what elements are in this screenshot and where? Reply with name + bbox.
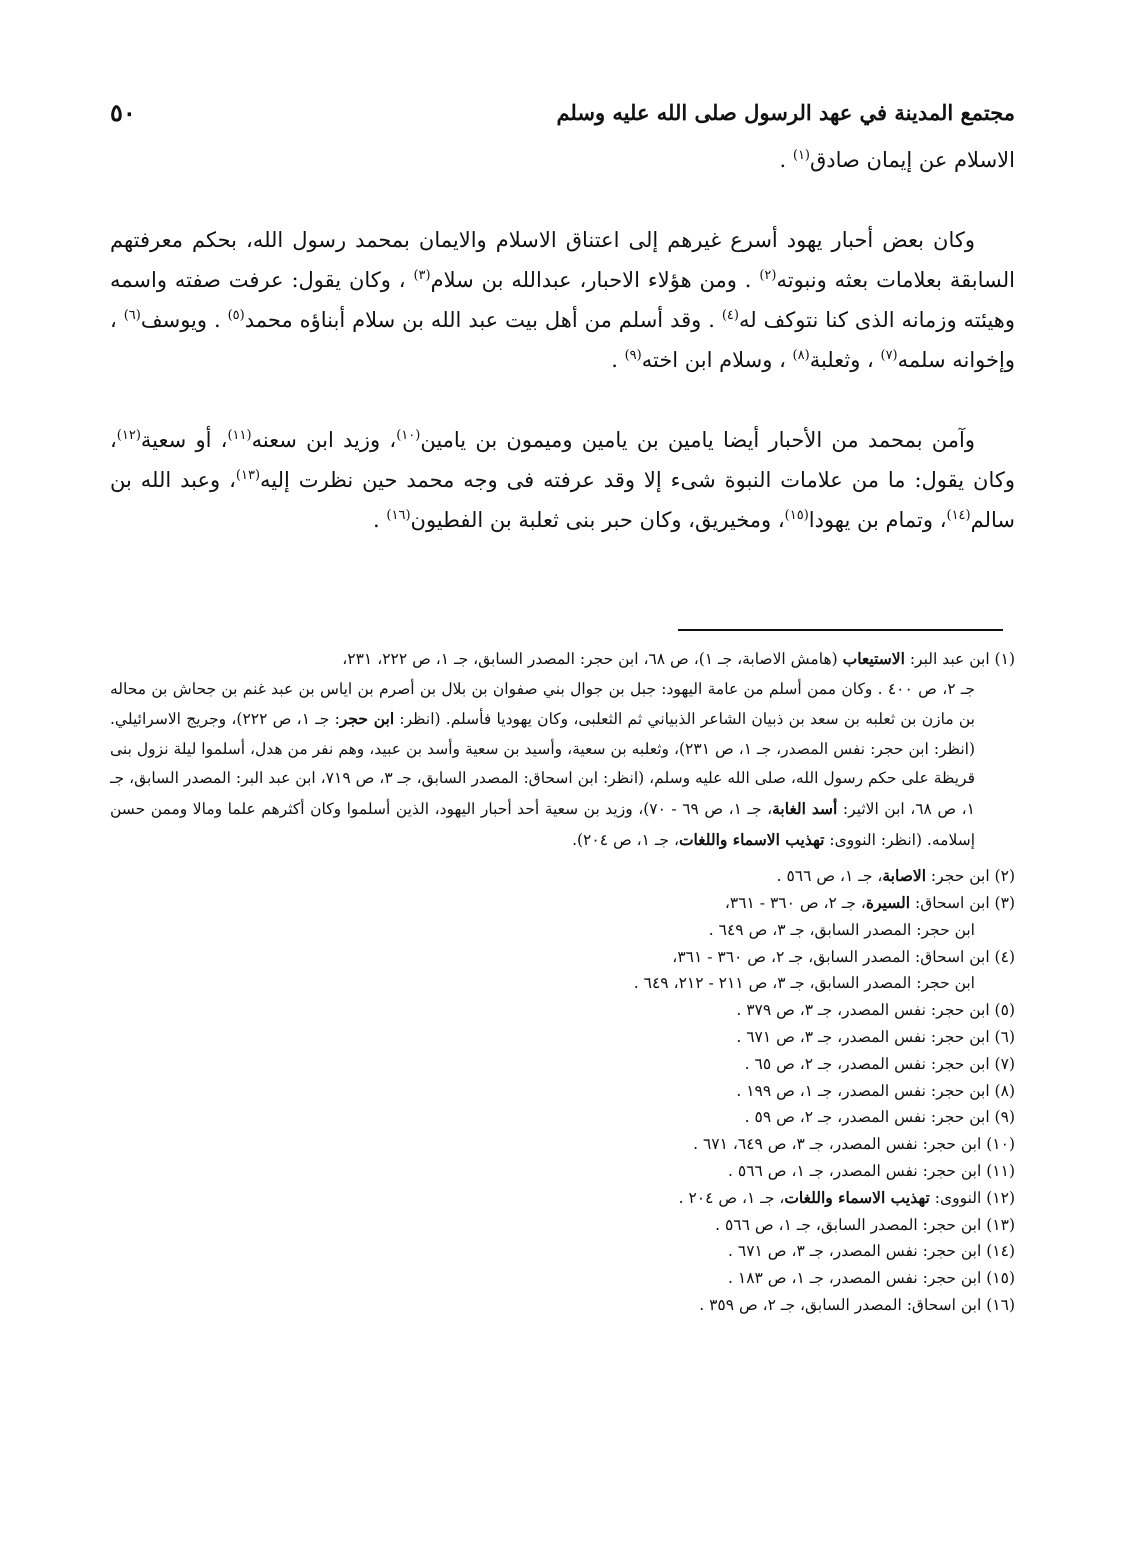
footnote-item: (١١) ابن حجر: نفس المصدر، جـ ١، ص ٥٦٦ . — [728, 1161, 1015, 1180]
footnote-item: (١٥) ابن حجر: نفس المصدر، جـ ١، ص ١٨٣ . — [728, 1269, 1015, 1288]
footnote-ref: (٤) — [721, 308, 739, 323]
footnotes-section — [110, 644, 1015, 1319]
page-header — [110, 96, 1015, 136]
footnote-1: (١) ابن عبد البر: الاستيعاب (هامش الاصابة، جـ ١)، ص ٦٨، ابن حجر: المصدر السابق، جـ ١، ص ٢٢٢، ٢٣١، جـ ٢، ص ٤٠٠ . وكان ممن أسلم من عامة اليهود: جبل بن جوال بني صفوان بن بلال بن أصرم بن اياس بن عبد غنم بن جحاش بن محاله بن مازن بن ثعلبه بن سعد بن ذبيان الشاعر الذبياني ثم الثعلبى، وكان يهوديا فأسلم. (انظر: ابن حجر: جـ ١، ص ٢٢٢)، وجريج الاسرائيلي. (انظر: ابن حجر: نفس المصدر، جـ ١، ص ٢٣١)، وثعلبه بن سعية، وأسيد بن سعية وأسد بن عبيد، وهم نفر من هدل، أسلموا ليلة نزول بنى قريظة على حكم رسول الله، صلى الله عليه وسلم، (انظر: ابن اسحاق: المصدر السابق، جـ ٣، ص ٧١٩، ابن عبد البر: المصدر السابق، جـ ١، ص ٦٨، ابن الاثير: أسد الغابة، جـ ١، ص ٦٩ - ٧٠)، وزيد بن سعية أحد أحبار اليهود، الذين أسلموا وكان أكثرهم علما ومالا وممن حسن إسلامه. (انظر: النووى: تهذيب الاسماء واللغات، جـ ١، ص ٢٠٤). — [110, 649, 1015, 849]
footnote-ref: (١٦) — [386, 508, 411, 523]
paragraph-1: وكان بعض أحبار يهود أسرع غيرهم إلى اعتناق الاسلام والايمان بمحمد رسول الله، بحكم معرفتهم السابقة بعلامات بعثه ونبوته$^{(٢)}$ . ومن هؤلاء الاحبار، عبدالله بن سلام$^{(٣)}$ ، وكان يقول: عرفت صفته واسمه وهيئته وزمانه الذى كنا نتوكف له$^{(٤)}$ . وقد أسلم من أهل بيت عبد الله بن سلام أبناؤه محمد$^{(٥)}$ . ويوسف$^{(٦)}$ ، وإخوانه سلمه$^{(٧)}$ ، وثعلبة$^{(٨)}$ ، وسلام ابن اخته$^{(٩)}$ . — [110, 228, 1016, 372]
footnote-ref: (٩) — [624, 348, 642, 363]
footnote-ref: (٢) — [759, 268, 777, 283]
footnote-item: (١٦) ابن اسحاق: المصدر السابق، جـ ٢، ص ٣٥٩ . — [699, 1295, 1015, 1314]
footnote-ref: (٣) — [413, 268, 431, 283]
footnote-item: (١٠) ابن حجر: نفس المصدر، جـ ٣، ص ٦٤٩، ٦٧١ . — [693, 1135, 1015, 1154]
footnote-ref: (١١) — [227, 428, 252, 443]
footnote-ref: (٨) — [792, 348, 810, 363]
footnote-item: (٩) ابن حجر: نفس المصدر، جـ ٢، ص ٥٩ . — [744, 1108, 1015, 1127]
footnote-ref: (٥) — [227, 308, 245, 323]
footnote-item: (١٢) النووى: تهذيب الاسماء واللغات، جـ ١، ص ٢٠٤ . — [678, 1187, 1015, 1207]
footnote-ref: (٧) — [880, 348, 898, 363]
footnote-ref: (١٢) — [116, 428, 141, 443]
footnote-item: (١٣) ابن حجر: المصدر السابق، جـ ١، ص ٥٦٦ . — [715, 1215, 1015, 1234]
footnote-item: ابن حجر: المصدر السابق، جـ ٣، ص ٢١١ - ٢١٢، ٦٤٩ . — [633, 974, 975, 993]
footnote-ref: (١٤) — [946, 508, 971, 523]
footnote-item: (٦) ابن حجر: نفس المصدر، جـ ٣، ص ٦٧١ . — [736, 1027, 1015, 1046]
footnote-ref: (١٥) — [784, 508, 809, 523]
paragraph-2: وآمن بمحمد من الأحبار أيضا يامين بن يامين وميمون بن يامين$^{(١٠)}$، وزيد ابن سعنه$^{(١١)}$، أو سعية$^{(١٢)}$، وكان يقول: ما من علامات النبوة شىء إلا وقد عرفته فى وجه محمد حين نظرت إليه$^{(١٣)}$، وعبد الله بن سالم$^{(١٤)}$، وتمام بن يهودا$^{(١٥)}$، ومخيريق، وكان حبر بنى ثعلبة بن الفطيون$^{(١٦)}$ . — [110, 428, 1016, 532]
main-text — [110, 140, 1015, 540]
footnote-ref: (١) — [792, 148, 810, 163]
footnotes-list — [110, 863, 1015, 1319]
footnote-item: (١٤) ابن حجر: نفس المصدر، جـ ٣، ص ٦٧١ . — [728, 1242, 1015, 1261]
footnote-ref: (١٣) — [235, 468, 261, 483]
page-number: ٥٠ — [110, 98, 136, 127]
footnote-item: (٧) ابن حجر: نفس المصدر، جـ ٢، ص ٦٥ . — [744, 1054, 1015, 1073]
running-title: مجتمع المدينة في عهد الرسول صلى الله عليه وسلم — [556, 100, 1015, 125]
footnote-separator — [678, 629, 1003, 631]
footnote-item: (٨) ابن حجر: نفس المصدر، جـ ١، ص ١٩٩ . — [736, 1081, 1015, 1100]
paragraph-0: الاسلام عن إيمان صادق$^{(١)}$ . — [779, 148, 1015, 172]
footnote-item: (٢) ابن حجر: الاصابة، جـ ١، ص ٥٦٦ . — [776, 866, 1015, 886]
footnote-item: (٣) ابن اسحاق: السيرة، جـ ٢، ص ٣٦٠ - ٣٦١، — [724, 892, 1015, 912]
footnote-ref: (٦) — [123, 308, 141, 323]
footnote-item: (٤) ابن اسحاق: المصدر السابق، جـ ٢، ص ٣٦٠ - ٣٦١، — [672, 947, 1015, 966]
footnote-item: (٥) ابن حجر: نفس المصدر، جـ ٣، ص ٣٧٩ . — [736, 1001, 1015, 1020]
footnote-item: ابن حجر: المصدر السابق، جـ ٣، ص ٦٤٩ . — [708, 920, 975, 939]
footnote-ref: (١٠) — [396, 428, 421, 443]
